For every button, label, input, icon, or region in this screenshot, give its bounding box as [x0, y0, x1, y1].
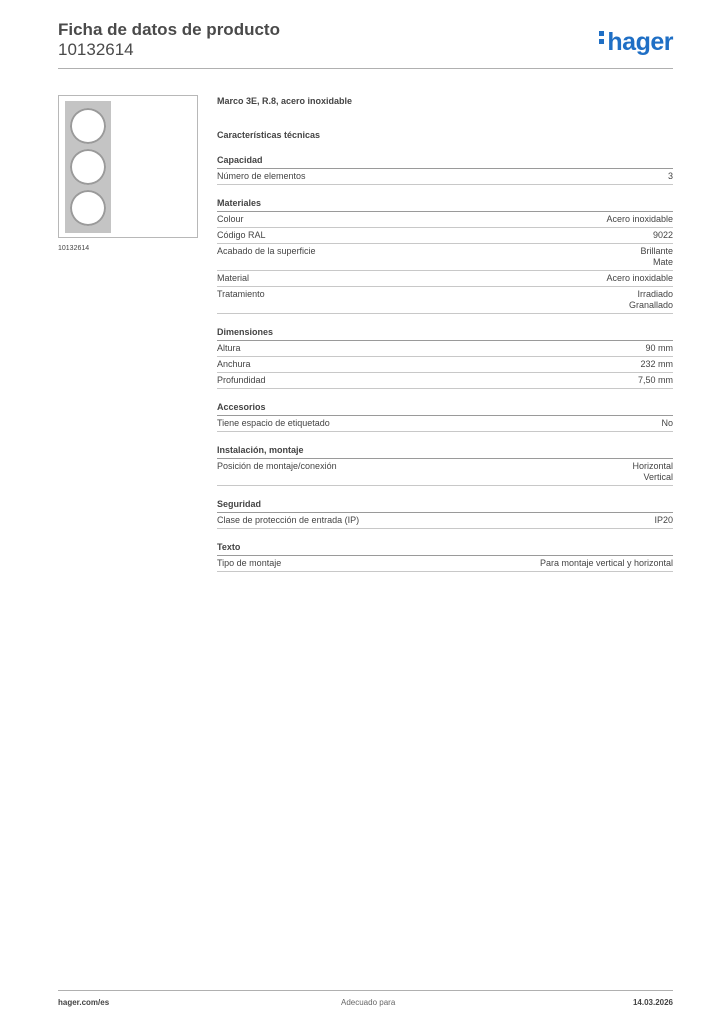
spec-value-line: 90 mm [645, 343, 673, 353]
spec-row [217, 373, 673, 389]
spec-value [640, 246, 673, 268]
spec-row [217, 271, 673, 287]
spec-row [217, 212, 673, 228]
spec-content [217, 96, 673, 572]
spec-section [217, 326, 673, 389]
spec-value [661, 418, 673, 429]
spec-value-line: 9022 [652, 230, 673, 240]
spec-row [217, 287, 673, 314]
spec-section [217, 444, 673, 486]
spec-row [217, 244, 673, 271]
spec-value [654, 515, 673, 526]
spec-label: Posición de montaje/conexión [217, 461, 337, 471]
spec-value [629, 289, 673, 311]
spec-value [638, 375, 673, 386]
spec-row [217, 169, 673, 185]
footer-date: 14.03.2026 [632, 998, 673, 1007]
spec-label: Acabado de la superficie [217, 246, 316, 256]
footer-center-text: Adecuado para [341, 998, 396, 1007]
spec-section [217, 401, 673, 432]
spec-value [540, 558, 673, 569]
spec-value [606, 273, 673, 284]
spec-value [653, 230, 673, 241]
section-heading: Instalación, montaje [217, 444, 673, 459]
spec-value-line: Irradiado [637, 289, 673, 299]
spec-value-line: No [661, 418, 673, 428]
socket-opening-icon [70, 149, 106, 185]
page-title: Ficha de datos de producto [58, 20, 280, 39]
section-heading: Texto [217, 541, 673, 556]
socket-opening-icon [70, 108, 106, 144]
spec-value-line: Mate [652, 257, 673, 267]
section-heading: Materiales [217, 197, 673, 212]
product-name: Marco 3E, R.8, acero inoxidable [217, 96, 353, 106]
spec-value-line: 232 mm [640, 359, 673, 369]
section-heading: Accesorios [217, 401, 673, 416]
spec-value-line: Acero inoxidable [606, 273, 673, 283]
spec-value-line: Brillante [640, 246, 673, 256]
footer-divider [58, 990, 673, 991]
spec-label: Colour [217, 214, 244, 224]
spec-label: Altura [217, 343, 241, 353]
spec-section [217, 541, 673, 572]
spec-value [668, 171, 673, 182]
product-image [58, 95, 198, 238]
spec-value [606, 214, 673, 225]
spec-row [217, 228, 673, 244]
spec-row [217, 556, 673, 572]
image-caption: 10132614 [58, 245, 90, 252]
section-heading: Seguridad [217, 498, 673, 513]
section-heading: Capacidad [217, 154, 673, 169]
spec-section [217, 197, 673, 314]
spec-label: Clase de protección de entrada (IP) [217, 515, 360, 525]
frame-illustration [65, 101, 111, 233]
spec-label: Anchura [217, 359, 251, 369]
spec-label: Material [217, 273, 250, 283]
spec-row [217, 357, 673, 373]
spec-value-line: Vertical [643, 472, 673, 482]
header-divider [58, 68, 673, 69]
spec-label: Tipo de montaje [217, 558, 282, 568]
spec-label: Número de elementos [217, 171, 306, 181]
spec-sections [217, 154, 673, 572]
spec-value-line: Para montaje vertical y horizontal [539, 558, 673, 568]
spec-value [632, 461, 673, 483]
tech-characteristics-title: Características técnicas [217, 130, 321, 140]
spec-label: Profundidad [217, 375, 266, 385]
spec-section [217, 498, 673, 529]
socket-opening-icon [70, 190, 106, 226]
logo-text: hager [607, 28, 673, 56]
hager-logo [599, 28, 673, 57]
spec-value [640, 359, 673, 370]
spec-value-line: 7,50 mm [637, 375, 673, 385]
spec-value [645, 343, 673, 354]
footer-website-link[interactable]: hager.com/es [58, 998, 110, 1007]
spec-row [217, 341, 673, 357]
spec-label: Tratamiento [217, 289, 265, 299]
spec-row [217, 416, 673, 432]
spec-section [217, 154, 673, 185]
section-heading: Dimensiones [217, 326, 673, 341]
page-header [58, 20, 673, 59]
product-reference: 10132614 [58, 40, 134, 59]
spec-row [217, 513, 673, 529]
spec-label: Tiene espacio de etiquetado [217, 418, 330, 428]
spec-label: Código RAL [217, 230, 266, 240]
logo-dots-icon [599, 28, 605, 47]
spec-value-line: Granallado [628, 300, 673, 310]
spec-value-line: 3 [667, 171, 673, 181]
spec-row [217, 459, 673, 486]
spec-value-line: Horizontal [632, 461, 673, 471]
spec-value-line: IP20 [654, 515, 673, 525]
spec-value-line: Acero inoxidable [606, 214, 673, 224]
